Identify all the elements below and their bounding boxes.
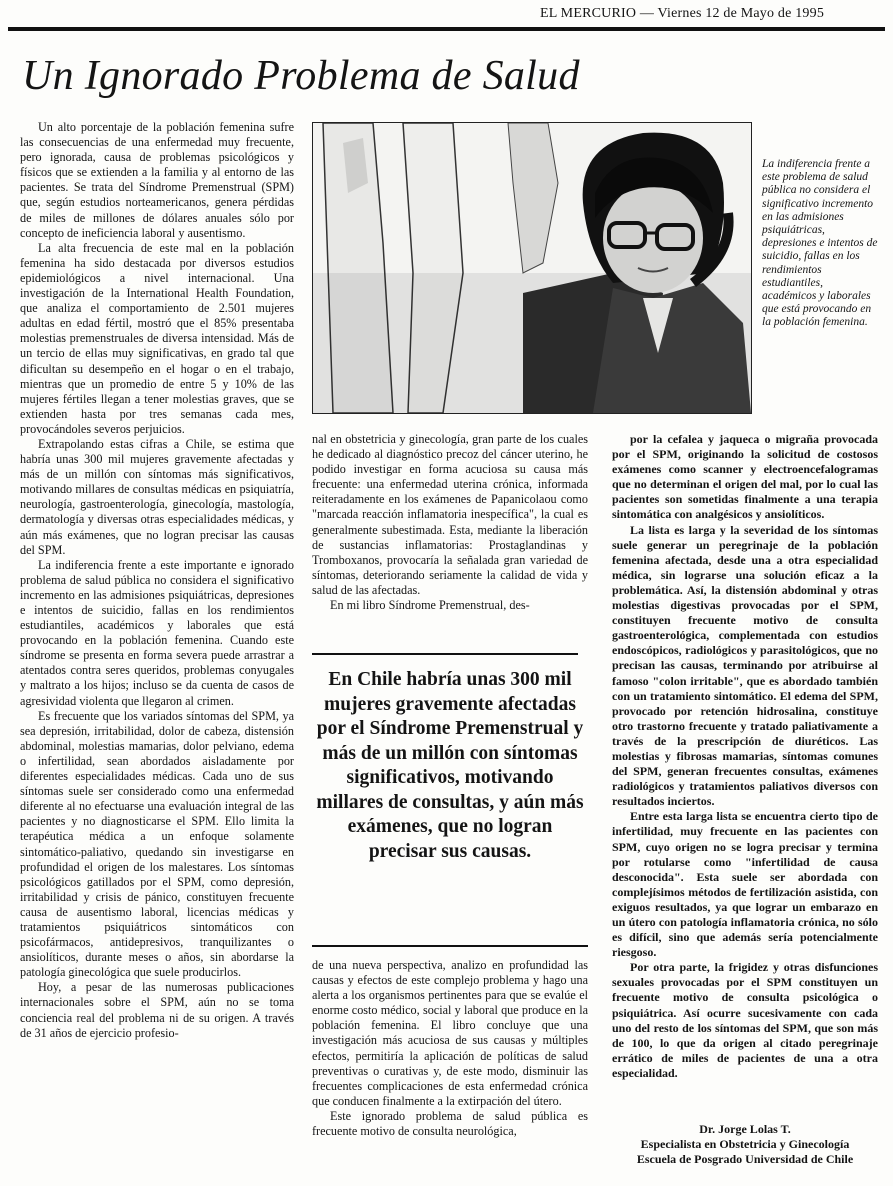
article-column-3 xyxy=(612,432,878,1081)
paragraph: Entre esta larga lista se encuentra cierto tipo de infertilidad, muy frecuente en las pacientes con SPM, cuyo origen no se logra precisar y termina por rotularse como "infertilidad de causa desconocida". Esta suele ser abordada con complejísimos métodos de fertilización asistida, con exiguos resultados, ya que lograr un embarazo en un útero con patología inflamatoria crónica, no sólo es difícil, sino que además sería potencialmente riesgoso. xyxy=(612,809,878,960)
paragraph: Este ignorado problema de salud pública es frecuente motivo de consulta neurológica, xyxy=(312,1108,588,1139)
pullquote-bottom-rule xyxy=(312,945,588,947)
paragraph: En mi libro Síndrome Premenstrual, des- xyxy=(330,598,530,613)
pullquote-top-rule xyxy=(312,653,578,655)
article-column-2 xyxy=(312,432,588,613)
headline: Un Ignorado Problema de Salud xyxy=(22,53,580,99)
paragraph: nal en obstetricia y ginecología, gran parte de los cuales he dedicado al diagnóstico precoz del cáncer uterino, he podido investigar en forma acuciosa su causa más frecuente: una enfermedad uterina crónica, informada reiteradamente en los exámenes de Papanicolaou como "marcada reacción inflamatoria inespecífica", la cual es generalmente subestimada. Esta, mediante la liberación de sustancias inflamatorias: Prostaglandinas y Tromboxanos, provocaría la señalada gran variedad de síntomas, deteriorando seriamente la calidad de vida y salud de las afectadas. xyxy=(312,432,588,597)
top-rule xyxy=(8,27,885,31)
paragraph: La alta frecuencia de este mal en la población femenina ha sido destacada por diversos estudios epidemiológicos a nivel internacional. Una investigación de la International Health Foundation, que analiza el comportamiento de 2.501 mujeres adultas en edad fértil, mostró que el 85% presentaba molestias premenstruales de diversa intensidad. Más de un tercio de ellas muy significativas, en grado tal que dificultan su desempeño en el hogar o en el trabajo, mientras que un promedio de entre 5 y 10% de las mujeres fértiles llegan a tener molestias graves, que se extienden hasta por tres semanas cada mes, provocándoles severos perjuicios. xyxy=(20,240,294,436)
article-photo xyxy=(312,122,752,414)
pullquote: En Chile habría unas 300 mil mujeres gravemente afectadas por el Síndrome Premenstrual y más de un millón con síntomas significativos, motivando millares de consultas, y aún más exámenes, que no logran precisar sus causas. xyxy=(316,669,584,862)
paragraph: La lista es larga y la severidad de los síntomas suele generar un peregrinaje de la población femenina afectada, desde una a otra especialidad médica, sin lograrse una solución eficaz a la problemática. Así, la distensión abdominal y otras molestias digestivas provocadas por el SPM, constituyen frecuente motivo de consulta gastroenterológica, complementada con estudios endoscópicos, radiológicos y parasitológicos, que no precisan las causas, terminando por atribuirse al famoso "colon irritable", que es abordado también con un tratamiento sintomático. El edema del SPM, provocado por retención hidrosalina, constituye otro trastorno frecuente y tratado paliativamente a través de la prescripción de diuréticos. Las molestias y fibrosas mamarias, síntomas comunes del SPM, generan frecuentes consultas, exámenes radiológicos y tratamientos paliativos diversos con resultados inciertos. xyxy=(612,522,878,809)
author-name: Dr. Jorge Lolas T. xyxy=(699,1122,791,1136)
paragraph: de una nueva perspectiva, analizo en profundidad las causas y efectos de este complejo problema y hago una alerta a los organismos pertinentes para que se evalúe el enorme costo médico, social y laboral que produce en la población femenina. El libro concluye que una investigación más acuciosa de sus causas y múltiples efectos, permitiría la aplicación de políticas de salud preventivas o curativas y, de este modo, disminuir las frecuentes complicaciones de esta enfermedad crónica que conducen finalmente a la extirpación del útero. xyxy=(312,958,588,1108)
paragraph: por la cefalea y jaqueca o migraña provocada por el SPM, originando la solicitud de costosos exámenes como scanner y electroencefalogramas que no determinan el origen del mal, por lo cual las pacientes son sometidas finalmente a una terapia sintomática con analgésicos y ansiolíticos. xyxy=(612,432,878,522)
photo-caption: La indiferencia frente a este problema de salud pública no considera el significativo incremento en las admisiones psiquiátricas, depresiones e intentos de suicidio, fallas en los rendimientos estudiantiles, académicos y laborales que está provocando en la población femenina. xyxy=(762,158,878,329)
author-school: Escuela de Posgrado Universidad de Chile xyxy=(636,1152,854,1166)
author-signature xyxy=(612,1122,878,1167)
article-column-1 xyxy=(20,120,294,1041)
woman-photo-illustration xyxy=(313,123,751,413)
paragraph: Extrapolando estas cifras a Chile, se estima que habría unas 300 mil mujeres gravemente afectadas y más de un millón con síntomas más significativos, motivando millares de consultas médicas en psiquiatría, neurología, gastroenterología, ginecología, mastología, dermatología y diversas otras especialidades médicas, y aún más exámenes, que no logran precisar las causas del SPM. xyxy=(20,436,294,557)
paragraph: Por otra parte, la frigidez y otras disfunciones sexuales provocadas por el SPM constituyen un frecuente motivo de consulta psicológica o psiquiátrica. Así ocurre sucesivamente con cada uno del resto de los síntomas del SPM, que son más de 100, lo que da origen al citado peregrinaje errático de miles de pacientes de una a otra especialidad. xyxy=(612,960,878,1080)
paragraph: La indiferencia frente a este importante e ignorado problema de salud pública no considera el significativo incremento en las admisiones psiquiátricas, depresiones e intentos de suicidio, fallas en los rendimientos estudiantiles, académicos y laborales que está provocando en la población femenina. Cuando este síndrome se presenta en forma severa puede arrastrar a atentados contra seres queridos, problemas conyugales y maltrato a los hijos; incluso se da cuenta de casos de agresividad violenta que llegaron al crimen. xyxy=(20,557,294,708)
article-column-2-continued xyxy=(312,958,588,1139)
masthead: EL MERCURIO — Viernes 12 de Mayo de 1995 xyxy=(540,6,825,21)
paragraph: Hoy, a pesar de las numerosas publicaciones internacionales sobre el SPM, aún no se toma conciencia real del problema ni de su origen. A través de 31 años de ejercicio profesio- xyxy=(20,980,294,1040)
paragraph: Un alto porcentaje de la población femenina sufre las consecuencias de una enfermedad muy frecuente, pero ignorada, causa de problemas psicológicos y físicos que se extienden a la familia y al entorno de las pacientes. Se trata del Síndrome Premenstrual (SPM) que, según estudios norteamericanos, genera pérdidas de miles de millones de dólares anuales sólo por concepto de ineficiencia laboral y ausentismo. xyxy=(20,120,294,240)
paragraph: Es frecuente que los variados síntomas del SPM, ya sea depresión, irritabilidad, dolor de cabeza, distensión abdominal, molestias mamarias, dolor pelviano, edema o infertilidad, sean abordados aisladamente por diferentes especialidades médicas. Cada uno de sus síntomas suele ser considerado como una enfermedad diferente al no efectuarse una evaluación integral de las pacientes y no diagnosticarse el SPM. Ello limita la terapéutica médica a un enfoque solamente sintomático-paliativo, quedando sin investigarse en profundidad el origen de los malestares. Los síntomas psicológicos gatillados por el SPM, como depresión, irritabilidad y crisis de pánico, constituyen frecuente causa de ausentismo laboral, licencias médicas y tratamientos psiquiátricos sintomáticos con psicofármacos, antidepresivos, tranquilizantes o ansiolíticos, durante meses o años, sin abordarse la patología ginecológica que suele producirlos. xyxy=(20,708,294,980)
author-title: Especialista en Obstetricia y Ginecología xyxy=(640,1137,850,1151)
